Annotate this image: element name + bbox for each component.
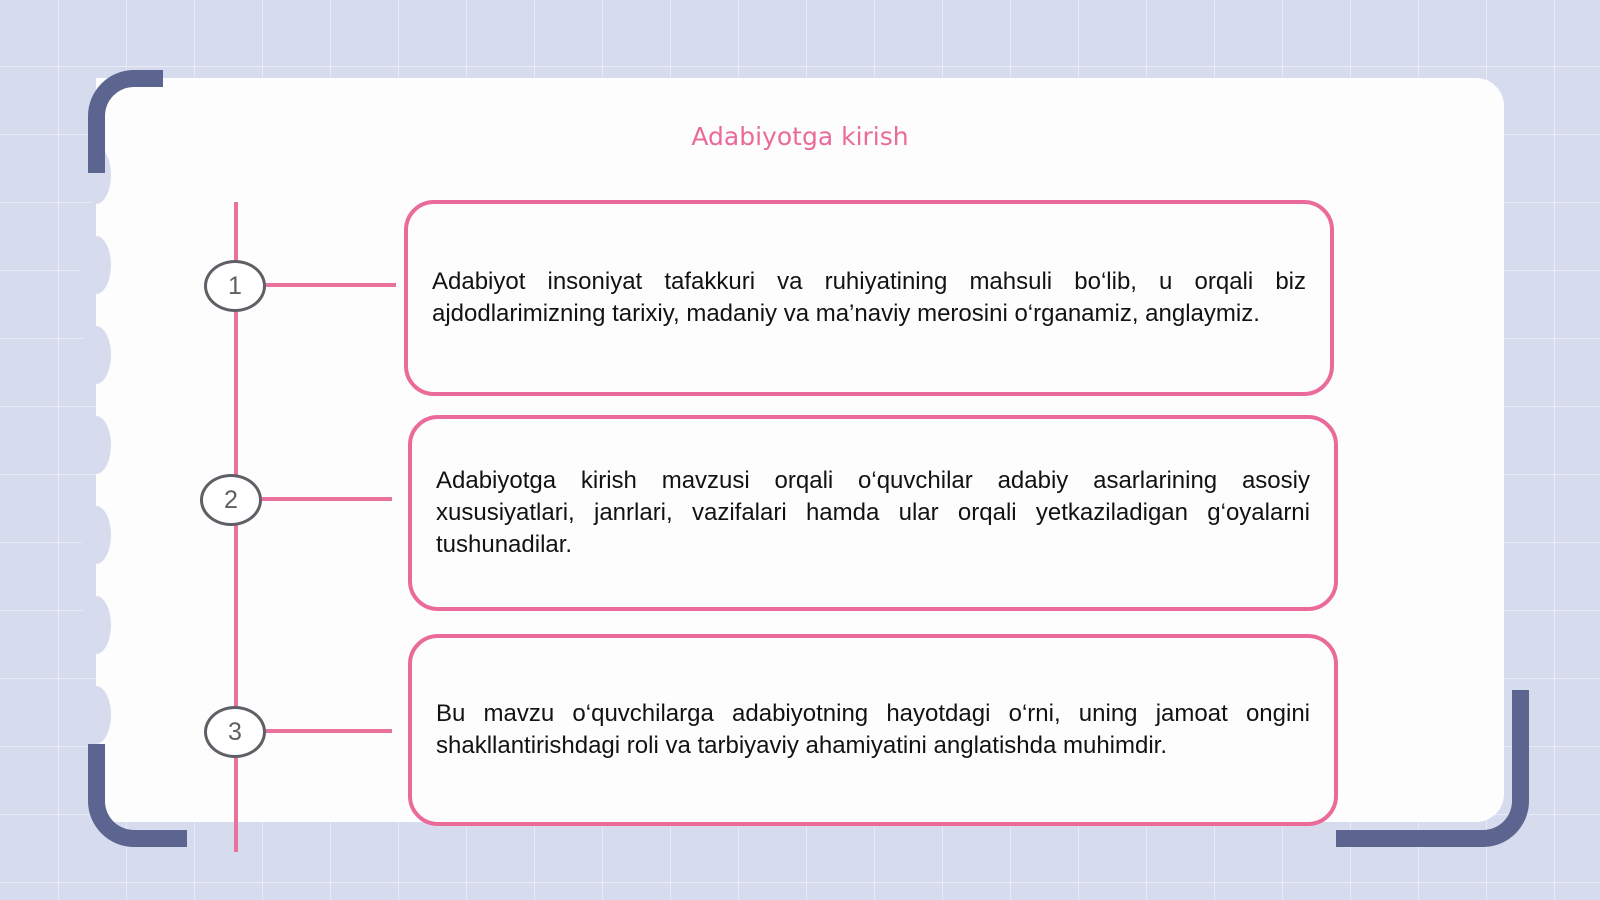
- timeline-connector-3: [266, 729, 392, 733]
- corner-bracket-bottom-left: [88, 744, 187, 847]
- timeline-node-3: 3: [204, 706, 266, 758]
- paper-scallop: [81, 236, 111, 294]
- paper-scallop: [81, 416, 111, 474]
- paper-scallop: [81, 326, 111, 384]
- timeline-connector-1: [266, 283, 396, 287]
- info-card-2: [408, 415, 1338, 611]
- paper-scallop: [81, 506, 111, 564]
- info-card-text: Adabiyot insoniyat tafakkuri va ruhiyatining mahsuli bo‘lib, u orqali biz ajdodlarimizning tarixiy, madaniy va ma’naviy merosini o‘rganamiz, anglaymiz.: [432, 268, 1306, 327]
- info-card-text: Adabiyotga kirish mavzusi orqali o‘quvchilar adabiy asarlarining asosiy xususiyatlari, janrlari, vazifalari hamda ular orqali yetkaziladigan g‘oyalarni tushunadilar.: [436, 467, 1310, 558]
- info-card-1: [404, 200, 1334, 396]
- paper-scallop: [81, 596, 111, 654]
- slide-title: Adabiyotga kirish: [691, 122, 909, 151]
- info-card-3: [408, 634, 1338, 826]
- timeline-node-2: 2: [200, 474, 262, 526]
- timeline-connector-2: [262, 497, 392, 501]
- paper-scallop: [81, 686, 111, 744]
- info-card-text: Bu mavzu o‘quvchilarga adabiyotning hayotdagi o‘rni, uning jamoat ongini shakllantirishdagi roli va tarbiyaviy ahamiyatini anglatishda muhimdir.: [436, 700, 1310, 759]
- corner-bracket-bottom-right: [1336, 690, 1529, 847]
- timeline-node-1: 1: [204, 260, 266, 312]
